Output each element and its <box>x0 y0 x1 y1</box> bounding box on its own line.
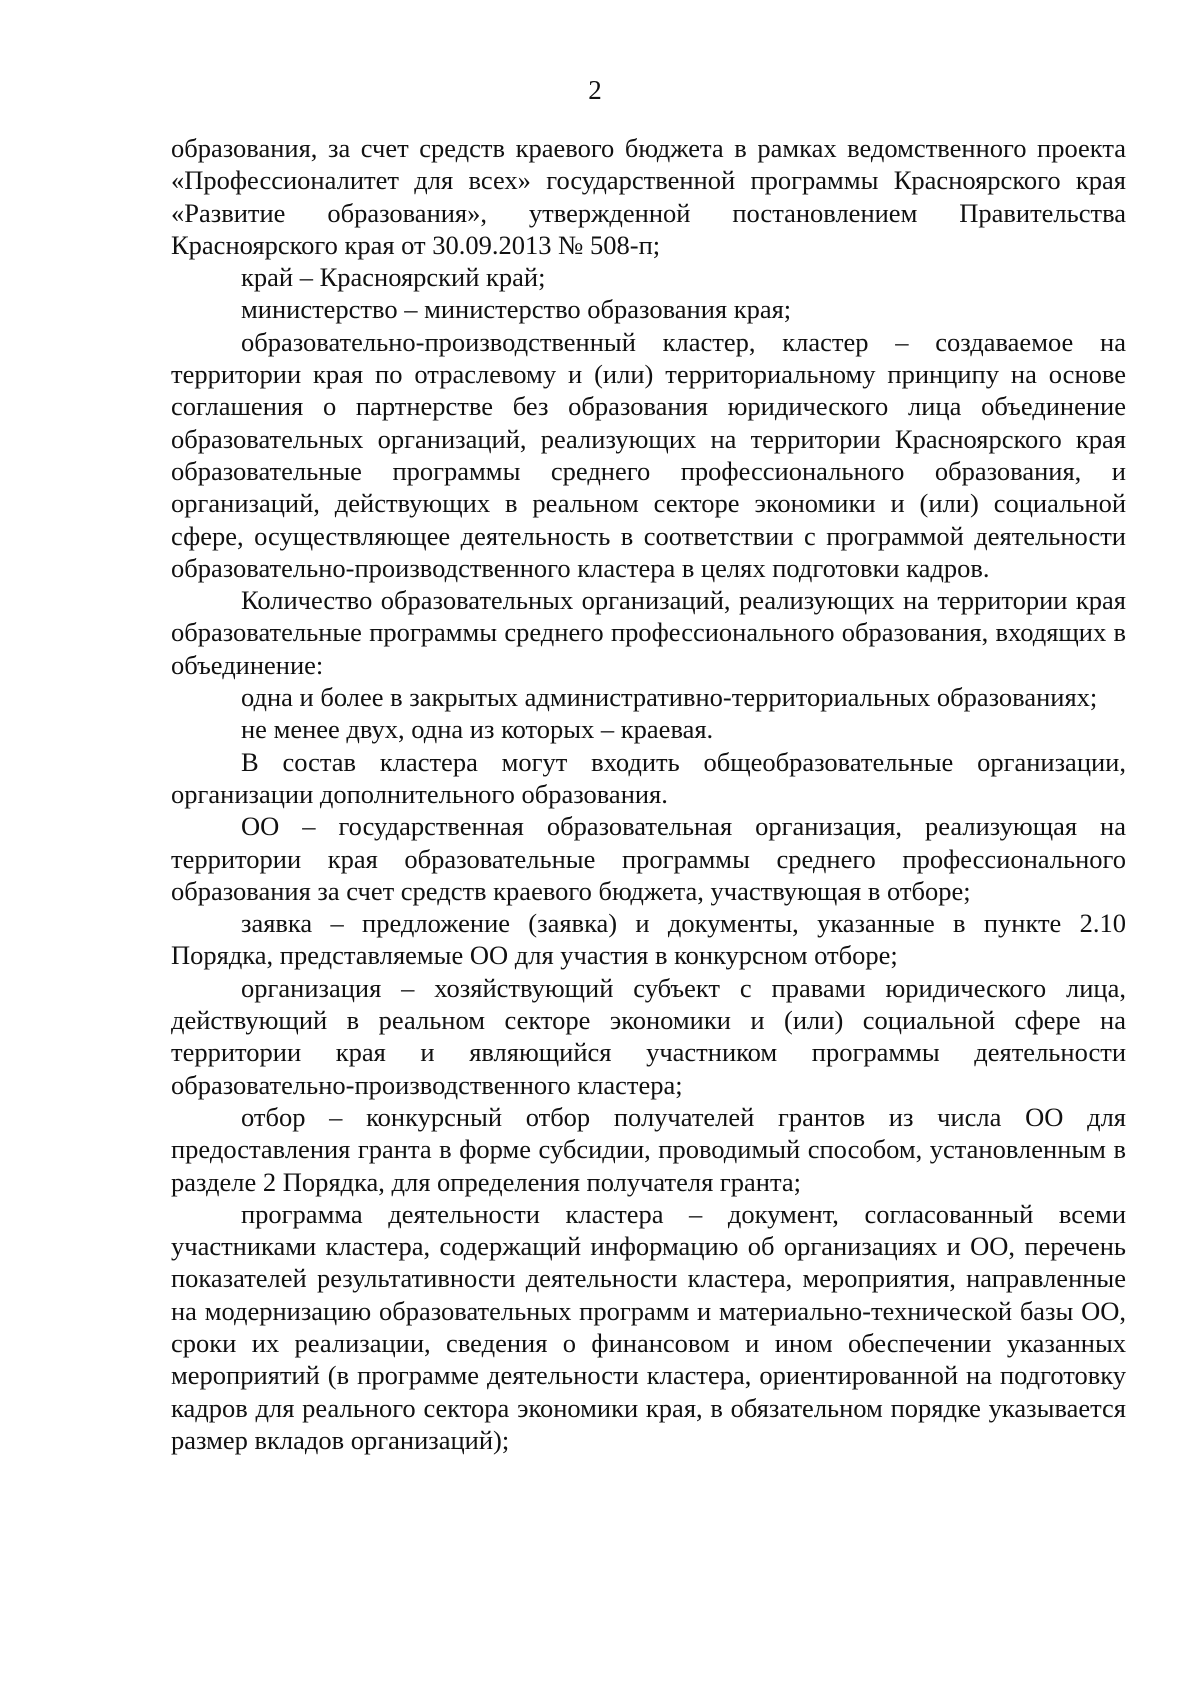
paragraph-definition-cluster-program: программа деятельности кластера – документ, согласованный всеми участниками кластера, содержащий информацию об организациях и ОО, перечень показателей результативности деятельности кластера, мероприятия, направленные на модернизацию образовательных программ и материально-технической базы ОО, сроки их реализации, сведения о финансовом и ином обеспечении указанных мероприятий (в программе деятельности кластера, ориентированной на подготовку кадров для реального сектора экономики края, в обязательном порядке указывается размер вкладов организаций); <box>171 1198 1126 1455</box>
paragraph-budget-context: образования, за счет средств краевого бюджета в рамках ведомственного проекта «Профессионалитет для всех» государственной программы Красноярского края «Развитие образования», утвержденной постановлением Правительства Красноярского края от 30.09.2013 № 508-п; <box>171 133 1126 260</box>
paragraph-definition-selection: отбор – конкурсный отбор получателей грантов из числа ОО для предоставления гранта в форме субсидии, проводимый способом, установленным в разделе 2 Порядка, для определения получателя гранта; <box>171 1101 1126 1197</box>
paragraph-definition-cluster: образовательно-производственный кластер, кластер – создаваемое на территории края по отраслевому и (или) территориальному принципу на основе соглашения о партнерстве без образования юридического лица объединение образовательных организаций, реализующих на территории Красноярского края образовательные программы среднего профессионального образования, и организаций, действующих в реальном секторе экономики и (или) социальной сфере, осуществляющее деятельность в соответствии с программой деятельности образовательно-производственного кластера в целях подготовки кадров. <box>171 326 1126 583</box>
paragraph-definition-krai: край – Красноярский край; <box>241 262 546 293</box>
paragraph-definition-oo: ОО – государственная образовательная организация, реализующая на территории края образовательные программы среднего профессионального образования за счет средств краевого бюджета, участвующая в отборе; <box>171 811 1126 906</box>
paragraph-cluster-composition: В состав кластера могут входить общеобразовательные организации, организации дополнительного образования. <box>171 746 1126 809</box>
paragraph-definition-application: заявка – предложение (заявка) и документы, указанные в пункте 2.10 Порядка, представляемые ОО для участия в конкурсном отборе; <box>171 908 1126 971</box>
paragraph-organizations-count: Количество образовательных организаций, реализующих на территории края образовательные программы среднего профессионального образования, входящих в объединение: <box>171 585 1126 680</box>
paragraph-definition-ministry: министерство – министерство образования края; <box>241 294 792 325</box>
page-number: 2 <box>588 75 602 105</box>
paragraph-at-least-two: не менее двух, одна из которых – краевая. <box>241 714 714 745</box>
document-body <box>171 132 1126 1456</box>
paragraph-closed-territories: одна и более в закрытых административно-территориальных образованиях; <box>241 682 1098 713</box>
paragraph-definition-organization: организация – хозяйствующий субъект с правами юридического лица, действующий в реальном секторе экономики и (или) социальной сфере на территории края и являющийся участником программы деятельности образовательно-производственного кластера; <box>171 972 1126 1100</box>
